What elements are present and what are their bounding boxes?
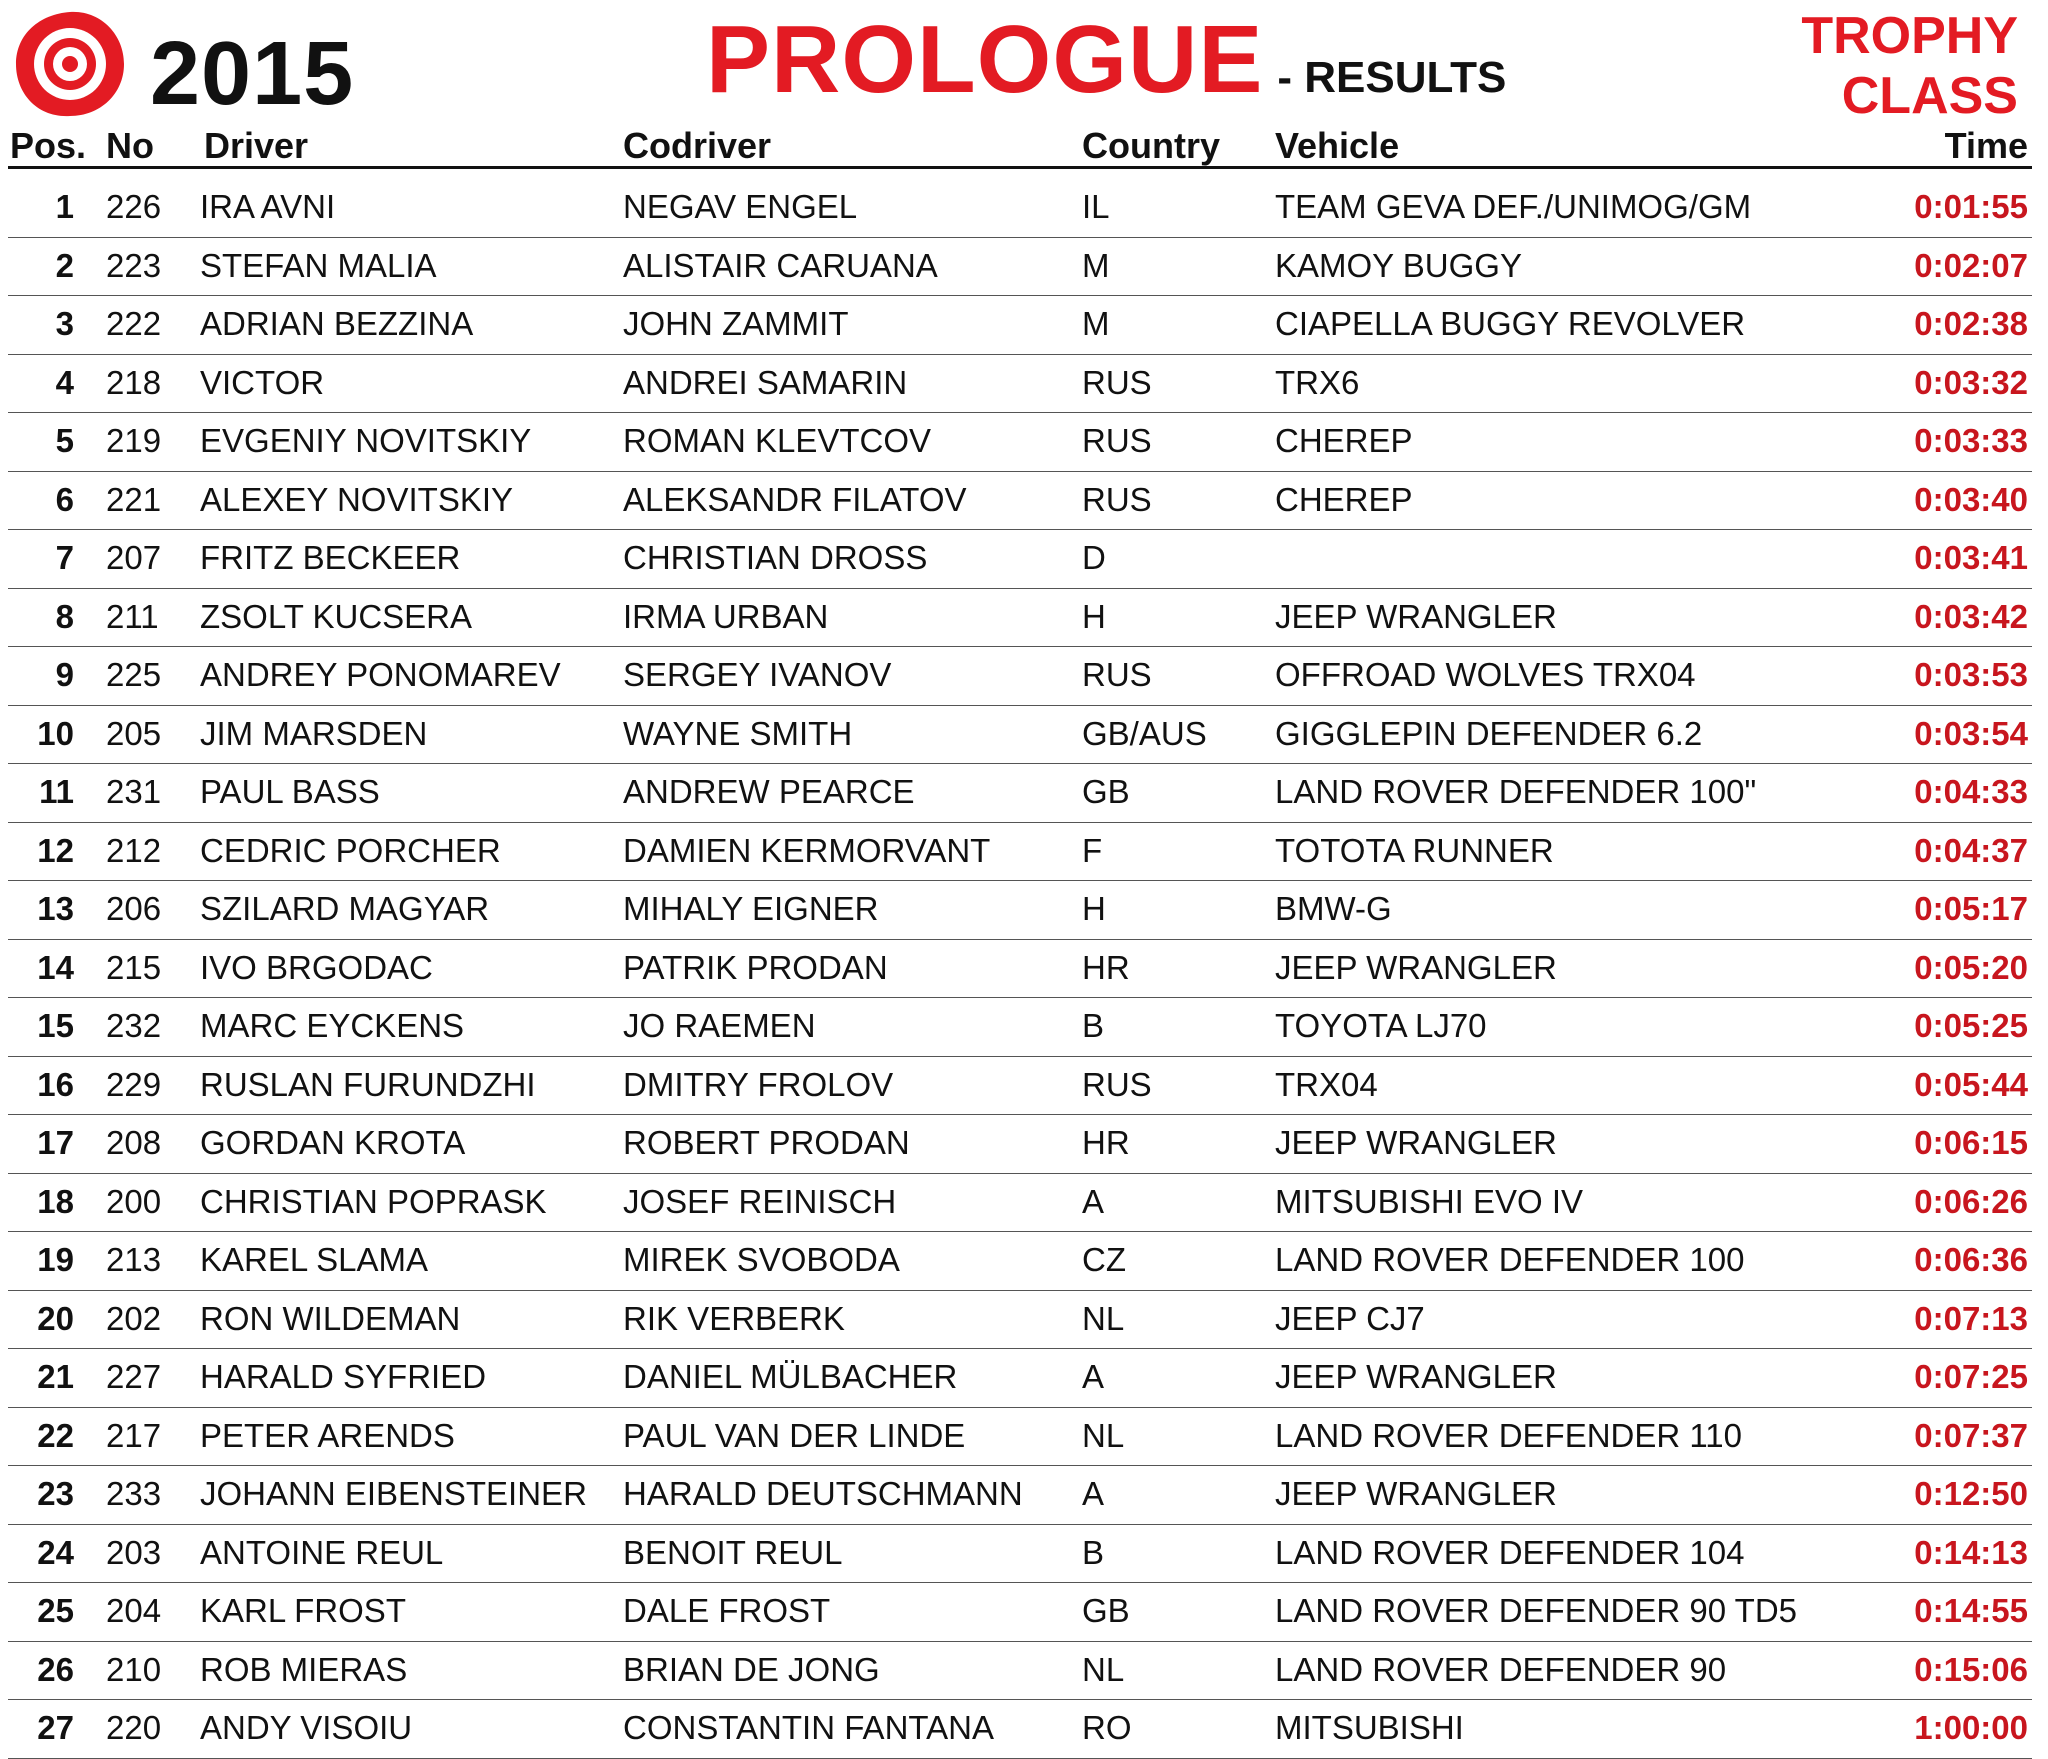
cell-vehicle: LAND ROVER DEFENDER 100" bbox=[1275, 773, 1757, 810]
cell-codriver: CHRISTIAN DROSS bbox=[623, 539, 928, 576]
cell-driver: EVGENIY NOVITSKIY bbox=[200, 422, 532, 459]
results-table bbox=[8, 179, 2032, 1759]
cell-pos: 6 bbox=[55, 480, 74, 518]
table-row bbox=[8, 355, 2032, 414]
col-header-pos: Pos. bbox=[10, 125, 87, 166]
cell-no: 207 bbox=[106, 539, 162, 576]
cell-pos: 16 bbox=[37, 1065, 74, 1103]
cell-codriver: BENOIT REUL bbox=[623, 1533, 843, 1571]
cell-no: 232 bbox=[106, 1007, 162, 1044]
cell-country: F bbox=[1082, 831, 1103, 869]
cell-vehicle: MITSUBISHI bbox=[1275, 1709, 1464, 1746]
cell-codriver: ANDREW PEARCE bbox=[623, 773, 915, 810]
cell-no: 225 bbox=[106, 656, 162, 693]
cell-codriver: ALISTAIR CARUANA bbox=[623, 246, 938, 284]
cell-country: RUS bbox=[1082, 656, 1152, 693]
cell-pos: 1 bbox=[55, 188, 74, 225]
table-row bbox=[8, 238, 2032, 297]
cell-pos: 20 bbox=[37, 1299, 74, 1337]
table-row bbox=[8, 1232, 2032, 1291]
cell-pos: 8 bbox=[55, 597, 74, 635]
cell-no: 206 bbox=[106, 890, 162, 927]
cell-driver: CHRISTIAN POPRASK bbox=[200, 1182, 547, 1220]
col-header-no: No bbox=[106, 125, 154, 166]
class-label-line2: CLASS bbox=[1841, 67, 2018, 125]
cell-codriver: DAMIEN KERMORVANT bbox=[623, 831, 991, 869]
cell-no: 222 bbox=[106, 305, 162, 342]
cell-vehicle: LAND ROVER DEFENDER 90 TD5 bbox=[1275, 1592, 1798, 1629]
cell-codriver: PATRIK PRODAN bbox=[623, 948, 888, 986]
cell-codriver: ALEKSANDR FILATOV bbox=[623, 480, 967, 518]
cell-pos: 15 bbox=[37, 1007, 74, 1044]
cell-codriver: WAYNE SMITH bbox=[623, 714, 853, 752]
cell-pos: 5 bbox=[55, 422, 74, 459]
cell-pos: 27 bbox=[37, 1709, 74, 1746]
class-label-line1: TROPHY bbox=[1801, 7, 2018, 65]
table-row bbox=[8, 472, 2032, 531]
cell-country: NL bbox=[1082, 1650, 1125, 1688]
cell-time: 0:02:38 bbox=[1914, 305, 2028, 342]
table-row bbox=[8, 1700, 2032, 1759]
cell-pos: 17 bbox=[37, 1124, 74, 1161]
col-header-codriver: Codriver bbox=[623, 125, 772, 166]
cell-vehicle: LAND ROVER DEFENDER 100 bbox=[1275, 1241, 1745, 1278]
cell-driver: ALEXEY NOVITSKIY bbox=[200, 480, 514, 518]
cell-codriver: DMITRY FROLOV bbox=[623, 1065, 894, 1103]
cell-vehicle: TEAM GEVA DEF./UNIMOG/GM bbox=[1275, 188, 1752, 225]
cell-no: 210 bbox=[106, 1650, 162, 1688]
cell-codriver: JOSEF REINISCH bbox=[623, 1182, 897, 1220]
cell-driver: SZILARD MAGYAR bbox=[200, 890, 490, 927]
cell-vehicle: JEEP WRANGLER bbox=[1275, 1358, 1557, 1395]
cell-driver: PETER ARENDS bbox=[200, 1416, 455, 1454]
cell-vehicle: JEEP CJ7 bbox=[1275, 1299, 1425, 1337]
cell-vehicle: LAND ROVER DEFENDER 110 bbox=[1275, 1416, 1743, 1454]
cell-no: 212 bbox=[106, 831, 162, 869]
table-row bbox=[8, 764, 2032, 823]
cell-vehicle: MITSUBISHI EVO IV bbox=[1275, 1182, 1584, 1220]
table-row bbox=[8, 530, 2032, 589]
cell-vehicle: KAMOY BUGGY bbox=[1275, 246, 1522, 284]
cell-no: 202 bbox=[106, 1299, 162, 1337]
cell-country: A bbox=[1082, 1358, 1105, 1395]
cell-pos: 22 bbox=[37, 1416, 74, 1454]
title-prologue: PROLOGUE bbox=[706, 6, 1264, 113]
target-logo-icon bbox=[12, 8, 128, 120]
cell-pos: 21 bbox=[37, 1358, 74, 1395]
col-header-country: Country bbox=[1082, 125, 1220, 166]
cell-vehicle: JEEP WRANGLER bbox=[1275, 597, 1557, 635]
cell-country: HR bbox=[1082, 948, 1130, 986]
cell-codriver: DALE FROST bbox=[623, 1592, 831, 1629]
cell-driver: VICTOR bbox=[200, 363, 325, 401]
cell-driver: IRA AVNI bbox=[200, 188, 336, 225]
table-row bbox=[8, 1115, 2032, 1174]
cell-vehicle: CHEREP bbox=[1275, 480, 1413, 518]
cell-time: 0:15:06 bbox=[1914, 1650, 2028, 1688]
cell-country: RUS bbox=[1082, 363, 1152, 401]
cell-codriver: JOHN ZAMMIT bbox=[623, 305, 849, 342]
cell-pos: 26 bbox=[37, 1650, 74, 1688]
cell-time: 0:06:15 bbox=[1914, 1124, 2028, 1161]
cell-no: 203 bbox=[106, 1533, 162, 1571]
cell-no: 213 bbox=[106, 1241, 162, 1278]
cell-country: RUS bbox=[1082, 422, 1152, 459]
cell-pos: 13 bbox=[37, 890, 74, 927]
table-header bbox=[8, 124, 2032, 169]
cell-vehicle: JEEP WRANGLER bbox=[1275, 1475, 1557, 1512]
cell-no: 219 bbox=[106, 422, 162, 459]
cell-pos: 23 bbox=[37, 1475, 74, 1512]
cell-driver: FRITZ BECKEER bbox=[200, 539, 461, 576]
cell-driver: ANDY VISOIU bbox=[200, 1709, 413, 1746]
table-row bbox=[8, 881, 2032, 940]
cell-time: 0:14:13 bbox=[1914, 1533, 2028, 1571]
cell-driver: GORDAN KROTA bbox=[200, 1124, 466, 1161]
table-row bbox=[8, 1057, 2032, 1116]
cell-country: H bbox=[1082, 597, 1106, 635]
cell-vehicle: JEEP WRANGLER bbox=[1275, 1124, 1557, 1161]
cell-driver: RON WILDEMAN bbox=[200, 1299, 461, 1337]
cell-driver: ADRIAN BEZZINA bbox=[200, 305, 474, 342]
cell-pos: 3 bbox=[55, 305, 74, 342]
cell-pos: 10 bbox=[37, 714, 74, 752]
cell-codriver: PAUL VAN DER LINDE bbox=[623, 1416, 966, 1454]
col-header-vehicle: Vehicle bbox=[1275, 125, 1400, 166]
cell-country: NL bbox=[1082, 1416, 1125, 1454]
cell-codriver: JO RAEMEN bbox=[623, 1007, 816, 1044]
cell-driver: JOHANN EIBENSTEINER bbox=[200, 1475, 587, 1512]
cell-country: D bbox=[1082, 539, 1106, 576]
table-row bbox=[8, 1291, 2032, 1350]
cell-vehicle: TRX04 bbox=[1275, 1065, 1378, 1103]
cell-pos: 24 bbox=[37, 1533, 74, 1571]
cell-codriver: NEGAV ENGEL bbox=[623, 188, 858, 225]
col-header-time: Time bbox=[1944, 125, 2028, 166]
page-title bbox=[706, 6, 1507, 113]
cell-driver: ROB MIERAS bbox=[200, 1650, 408, 1688]
cell-country: GB bbox=[1082, 1592, 1130, 1629]
cell-country: CZ bbox=[1082, 1241, 1126, 1278]
cell-pos: 14 bbox=[37, 948, 74, 986]
cell-country: HR bbox=[1082, 1124, 1130, 1161]
cell-country: A bbox=[1082, 1475, 1105, 1512]
cell-vehicle: BMW-G bbox=[1275, 890, 1392, 927]
cell-no: 204 bbox=[106, 1592, 162, 1629]
cell-driver: RUSLAN FURUNDZHI bbox=[200, 1065, 536, 1103]
table-row bbox=[8, 998, 2032, 1057]
cell-codriver: HARALD DEUTSCHMANN bbox=[623, 1475, 1023, 1512]
cell-driver: KARL FROST bbox=[200, 1592, 406, 1629]
table-row bbox=[8, 706, 2032, 765]
cell-codriver: ROMAN KLEVTCOV bbox=[623, 422, 932, 459]
cell-time: 0:05:25 bbox=[1914, 1007, 2028, 1044]
cell-country: RO bbox=[1082, 1709, 1132, 1746]
cell-time: 0:03:32 bbox=[1914, 363, 2028, 401]
cell-no: 211 bbox=[106, 597, 159, 635]
cell-pos: 12 bbox=[37, 831, 74, 869]
cell-codriver: IRMA URBAN bbox=[623, 597, 829, 635]
cell-no: 221 bbox=[106, 480, 162, 518]
cell-time: 0:06:36 bbox=[1914, 1241, 2028, 1278]
col-header-driver: Driver bbox=[204, 125, 309, 166]
cell-codriver: CONSTANTIN FANTANA bbox=[623, 1709, 994, 1746]
table-row bbox=[8, 1174, 2032, 1233]
table-row bbox=[8, 647, 2032, 706]
cell-time: 1:00:00 bbox=[1914, 1709, 2028, 1746]
cell-codriver: SERGEY IVANOV bbox=[623, 656, 892, 693]
cell-country: NL bbox=[1082, 1299, 1125, 1337]
cell-vehicle: CHEREP bbox=[1275, 422, 1413, 459]
table-row bbox=[8, 1583, 2032, 1642]
cell-driver: STEFAN MALIA bbox=[200, 246, 437, 284]
table-row bbox=[8, 823, 2032, 882]
cell-country: A bbox=[1082, 1182, 1105, 1220]
cell-pos: 18 bbox=[37, 1182, 74, 1220]
cell-vehicle: CIAPELLA BUGGY REVOLVER bbox=[1275, 305, 1746, 342]
table-row bbox=[8, 1466, 2032, 1525]
cell-time: 0:03:40 bbox=[1914, 480, 2028, 518]
cell-time: 0:12:50 bbox=[1914, 1475, 2028, 1512]
cell-codriver: BRIAN DE JONG bbox=[623, 1650, 880, 1688]
cell-codriver: ROBERT PRODAN bbox=[623, 1124, 910, 1161]
cell-country: IL bbox=[1082, 188, 1110, 225]
cell-time: 0:06:26 bbox=[1914, 1182, 2028, 1220]
cell-pos: 4 bbox=[55, 363, 74, 401]
cell-time: 0:02:07 bbox=[1914, 246, 2028, 284]
cell-time: 0:07:25 bbox=[1914, 1358, 2028, 1395]
cell-time: 0:04:33 bbox=[1914, 773, 2028, 810]
cell-time: 0:07:37 bbox=[1914, 1416, 2028, 1454]
table-row bbox=[8, 1642, 2032, 1701]
cell-driver: ZSOLT KUCSERA bbox=[200, 597, 473, 635]
cell-time: 0:05:17 bbox=[1914, 890, 2028, 927]
cell-vehicle: JEEP WRANGLER bbox=[1275, 948, 1557, 986]
table-row bbox=[8, 413, 2032, 472]
cell-time: 0:04:37 bbox=[1914, 831, 2028, 869]
cell-no: 200 bbox=[106, 1182, 162, 1220]
cell-no: 217 bbox=[106, 1416, 162, 1454]
cell-driver: JIM MARSDEN bbox=[200, 714, 428, 752]
cell-time: 0:01:55 bbox=[1914, 188, 2028, 225]
cell-no: 215 bbox=[106, 948, 162, 986]
cell-country: GB bbox=[1082, 773, 1130, 810]
cell-vehicle: TOYOTA LJ70 bbox=[1275, 1007, 1487, 1044]
cell-codriver: MIHALY EIGNER bbox=[623, 890, 879, 927]
cell-no: 233 bbox=[106, 1475, 162, 1512]
cell-time: 0:14:55 bbox=[1914, 1592, 2028, 1629]
cell-pos: 7 bbox=[55, 539, 74, 576]
cell-time: 0:05:44 bbox=[1914, 1065, 2028, 1103]
cell-no: 229 bbox=[106, 1065, 162, 1103]
cell-country: M bbox=[1082, 246, 1110, 284]
cell-time: 0:03:53 bbox=[1914, 656, 2028, 693]
table-row bbox=[8, 1349, 2032, 1408]
cell-pos: 19 bbox=[37, 1241, 74, 1278]
cell-time: 0:05:20 bbox=[1914, 948, 2028, 986]
cell-country: GB/AUS bbox=[1082, 714, 1207, 752]
cell-no: 226 bbox=[106, 188, 162, 225]
cell-codriver: DANIEL MÜLBACHER bbox=[623, 1358, 958, 1395]
cell-time: 0:03:54 bbox=[1914, 714, 2028, 752]
cell-country: B bbox=[1082, 1007, 1105, 1044]
cell-pos: 9 bbox=[55, 656, 74, 693]
table-row bbox=[8, 1525, 2032, 1584]
cell-vehicle: LAND ROVER DEFENDER 104 bbox=[1275, 1533, 1745, 1571]
cell-no: 218 bbox=[106, 363, 162, 401]
cell-driver: IVO BRGODAC bbox=[200, 948, 433, 986]
cell-no: 231 bbox=[106, 773, 162, 810]
cell-codriver: RIK VERBERK bbox=[623, 1299, 845, 1337]
table-row bbox=[8, 940, 2032, 999]
table-row bbox=[8, 589, 2032, 648]
cell-pos: 11 bbox=[39, 773, 74, 810]
cell-time: 0:03:42 bbox=[1914, 597, 2028, 635]
cell-driver: HARALD SYFRIED bbox=[200, 1358, 487, 1395]
cell-no: 223 bbox=[106, 246, 162, 284]
cell-pos: 2 bbox=[55, 246, 74, 284]
cell-no: 220 bbox=[106, 1709, 162, 1746]
cell-codriver: MIREK SVOBODA bbox=[623, 1241, 900, 1278]
cell-codriver: ANDREI SAMARIN bbox=[623, 363, 908, 401]
class-label bbox=[1801, 6, 2018, 126]
table-row bbox=[8, 296, 2032, 355]
table-row bbox=[8, 179, 2032, 238]
event-year: 2015 bbox=[150, 24, 355, 124]
cell-driver: KAREL SLAMA bbox=[200, 1241, 429, 1278]
cell-no: 205 bbox=[106, 714, 162, 752]
table-row bbox=[8, 1408, 2032, 1467]
cell-pos: 25 bbox=[37, 1592, 74, 1629]
cell-vehicle: TRX6 bbox=[1275, 363, 1360, 401]
cell-driver: ANDREY PONOMAREV bbox=[200, 656, 561, 693]
cell-vehicle: GIGGLEPIN DEFENDER 6.2 bbox=[1275, 714, 1703, 752]
cell-time: 0:07:13 bbox=[1914, 1299, 2028, 1337]
cell-country: RUS bbox=[1082, 480, 1152, 518]
cell-no: 208 bbox=[106, 1124, 162, 1161]
cell-time: 0:03:33 bbox=[1914, 422, 2028, 459]
cell-driver: MARC EYCKENS bbox=[200, 1007, 465, 1044]
cell-country: B bbox=[1082, 1533, 1105, 1571]
cell-country: H bbox=[1082, 890, 1106, 927]
cell-country: M bbox=[1082, 305, 1110, 342]
cell-vehicle: LAND ROVER DEFENDER 90 bbox=[1275, 1650, 1727, 1688]
cell-driver: CEDRIC PORCHER bbox=[200, 831, 501, 869]
cell-country: RUS bbox=[1082, 1065, 1152, 1103]
cell-driver: ANTOINE REUL bbox=[200, 1533, 444, 1571]
cell-vehicle: TOTOTA RUNNER bbox=[1275, 831, 1554, 869]
cell-no: 227 bbox=[106, 1358, 162, 1395]
title-results: - RESULTS bbox=[1277, 53, 1507, 102]
cell-vehicle: OFFROAD WOLVES TRX04 bbox=[1275, 656, 1696, 693]
cell-driver: PAUL BASS bbox=[200, 773, 380, 810]
cell-time: 0:03:41 bbox=[1914, 539, 2028, 576]
